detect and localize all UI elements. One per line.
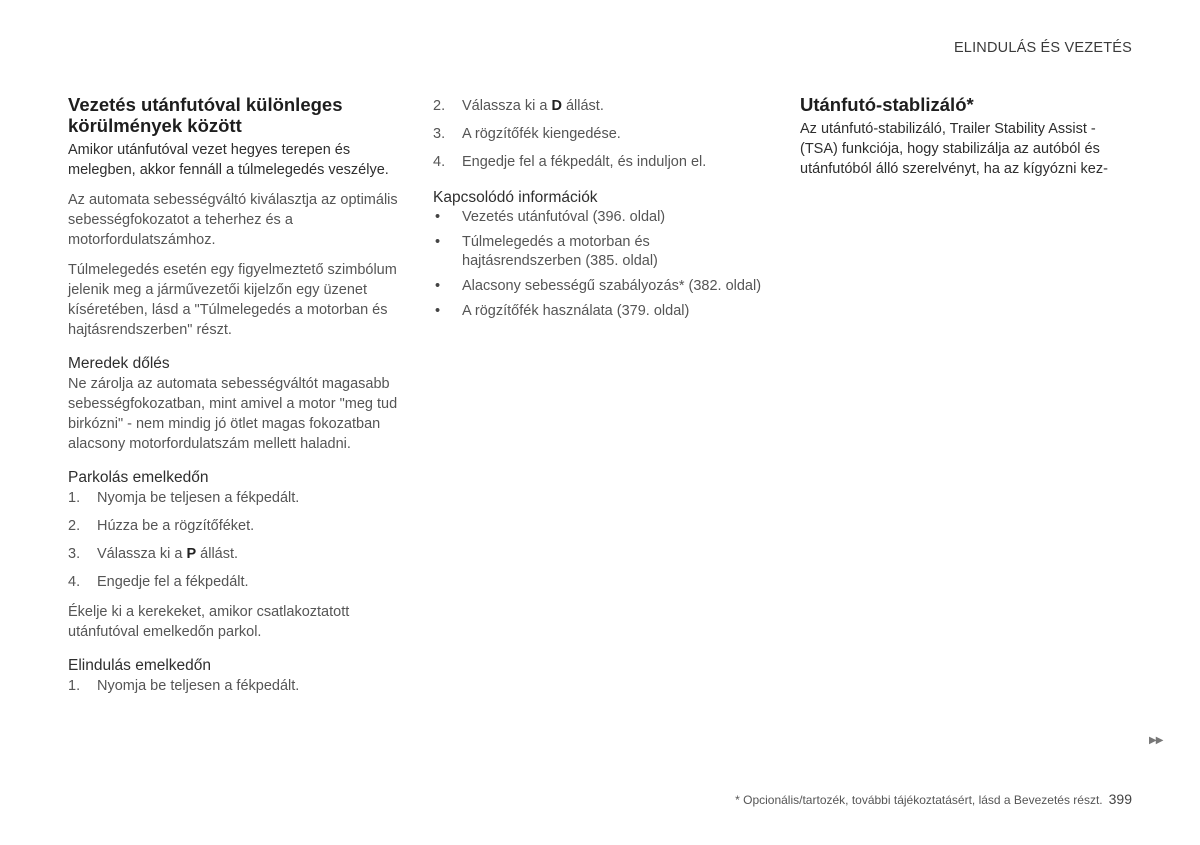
step-item	[433, 124, 769, 144]
gear-letter: D	[551, 98, 562, 114]
step-list	[68, 676, 404, 696]
section-title: Vezetés utánfutóval különleges körülmények között	[68, 94, 343, 136]
step-list	[68, 488, 404, 592]
related-link[interactable]	[433, 208, 769, 227]
bullet-icon: •	[435, 278, 441, 294]
related-link[interactable]	[433, 233, 769, 271]
step-item	[68, 488, 404, 508]
subsection-heading: Elindulás emelkedőn	[68, 657, 212, 674]
paragraph-wheel-chocks: Ékelje ki a kerekeket, amikor csatlakoztatott utánfutóval emelkedőn parkol.	[68, 604, 350, 640]
step-text: állást.	[196, 546, 239, 562]
section-lead: Az utánfutó-stabilizáló, Trailer Stability Assist - (TSA) funkciója, hogy stabilizálja az autóból és utánfutóból álló szerelvényt, ha az kígyózni kez-	[800, 121, 1108, 177]
related-link-text: Alacsony sebességű szabályozás* (382. oldal)	[462, 278, 762, 294]
step-number: 4.	[433, 154, 446, 170]
paragraph-steep-slope: Ne zárolja az automata sebességváltót magasabb sebességfokozatban, mint amivel a motor "meg tud birkózni" - nem mindig jó ötlet magas fokozatban alacsony motorfordulatszám mellett haladni.	[68, 376, 398, 452]
related-link-text: A rögzítőfék használata (379. oldal)	[462, 303, 690, 319]
step-item	[433, 152, 769, 172]
subsection-starting-uphill	[68, 656, 404, 696]
section-title: Utánfutó-stablizáló*	[800, 94, 974, 115]
related-heading: Kapcsolódó információk	[433, 189, 598, 206]
column-right	[800, 94, 1136, 189]
column-left	[68, 94, 404, 706]
step-text: Válassza ki a	[462, 98, 552, 114]
step-number: 4.	[68, 574, 81, 590]
step-number: 1.	[68, 490, 81, 506]
related-info	[433, 188, 769, 321]
step-text: Válassza ki a	[97, 546, 187, 562]
step-text: Nyomja be teljesen a fékpedált.	[97, 678, 300, 694]
section-lead: Amikor utánfutóval vezet hegyes terepen és melegben, akkor fennáll a túlmelegedés veszélye.	[68, 142, 389, 178]
step-text: Engedje fel a fékpedált, és induljon el.	[462, 154, 707, 170]
step-text: A rögzítőfék kiengedése.	[462, 126, 621, 142]
step-item	[68, 544, 404, 564]
bullet-icon: •	[435, 209, 441, 225]
related-link-text: Túlmelegedés a motorban és hajtásrendszerben (385. oldal)	[462, 234, 658, 269]
paragraph-gearbox: Az automata sebességváltó kiválasztja az optimális sebességfokozatot a teherhez és a motorfordulatszámhoz.	[68, 192, 398, 248]
step-number: 2.	[433, 98, 446, 114]
step-number: 2.	[68, 518, 81, 534]
page-number: 399	[1108, 791, 1132, 807]
subsection-steep-slope	[68, 354, 404, 454]
chapter-header: ELINDULÁS ÉS VEZETÉS	[953, 40, 1132, 56]
gear-letter: P	[186, 546, 197, 562]
continue-arrows-icon: ▶▶	[1149, 735, 1163, 746]
paragraph-overheat: Túlmelegedés esetén egy figyelmeztető szimbólum jelenik meg a járművezetői kijelzőn egy üzenet kíséretében, lásd a "Túlmelegedés a motorban és hajtásrendszerben" részt.	[68, 262, 397, 338]
step-number: 3.	[433, 126, 446, 142]
step-number: 3.	[68, 546, 81, 562]
related-link[interactable]	[433, 302, 769, 321]
subsection-heading: Meredek dőlés	[68, 355, 170, 372]
step-text: állást.	[561, 98, 604, 114]
step-number: 1.	[68, 678, 81, 694]
step-item	[433, 96, 769, 116]
related-link-text: Vezetés utánfutóval (396. oldal)	[462, 209, 666, 225]
step-list	[433, 96, 769, 172]
step-text: Nyomja be teljesen a fékpedált.	[97, 490, 300, 506]
footnote: * Opcionális/tartozék, további tájékoztatásért, lásd a Bevezetés részt.	[735, 793, 1103, 807]
page-footer	[735, 791, 1132, 807]
related-link[interactable]	[433, 277, 769, 296]
subsection-heading: Parkolás emelkedőn	[68, 469, 209, 486]
step-item	[68, 676, 404, 696]
step-item	[68, 516, 404, 536]
step-text: Húzza be a rögzítőféket.	[97, 518, 255, 534]
step-text: Engedje fel a fékpedált.	[97, 574, 249, 590]
column-middle	[433, 96, 769, 327]
related-list	[433, 208, 769, 321]
bullet-icon: •	[435, 234, 441, 250]
subsection-parking-uphill	[68, 468, 404, 642]
bullet-icon: •	[435, 303, 441, 319]
step-item	[68, 572, 404, 592]
